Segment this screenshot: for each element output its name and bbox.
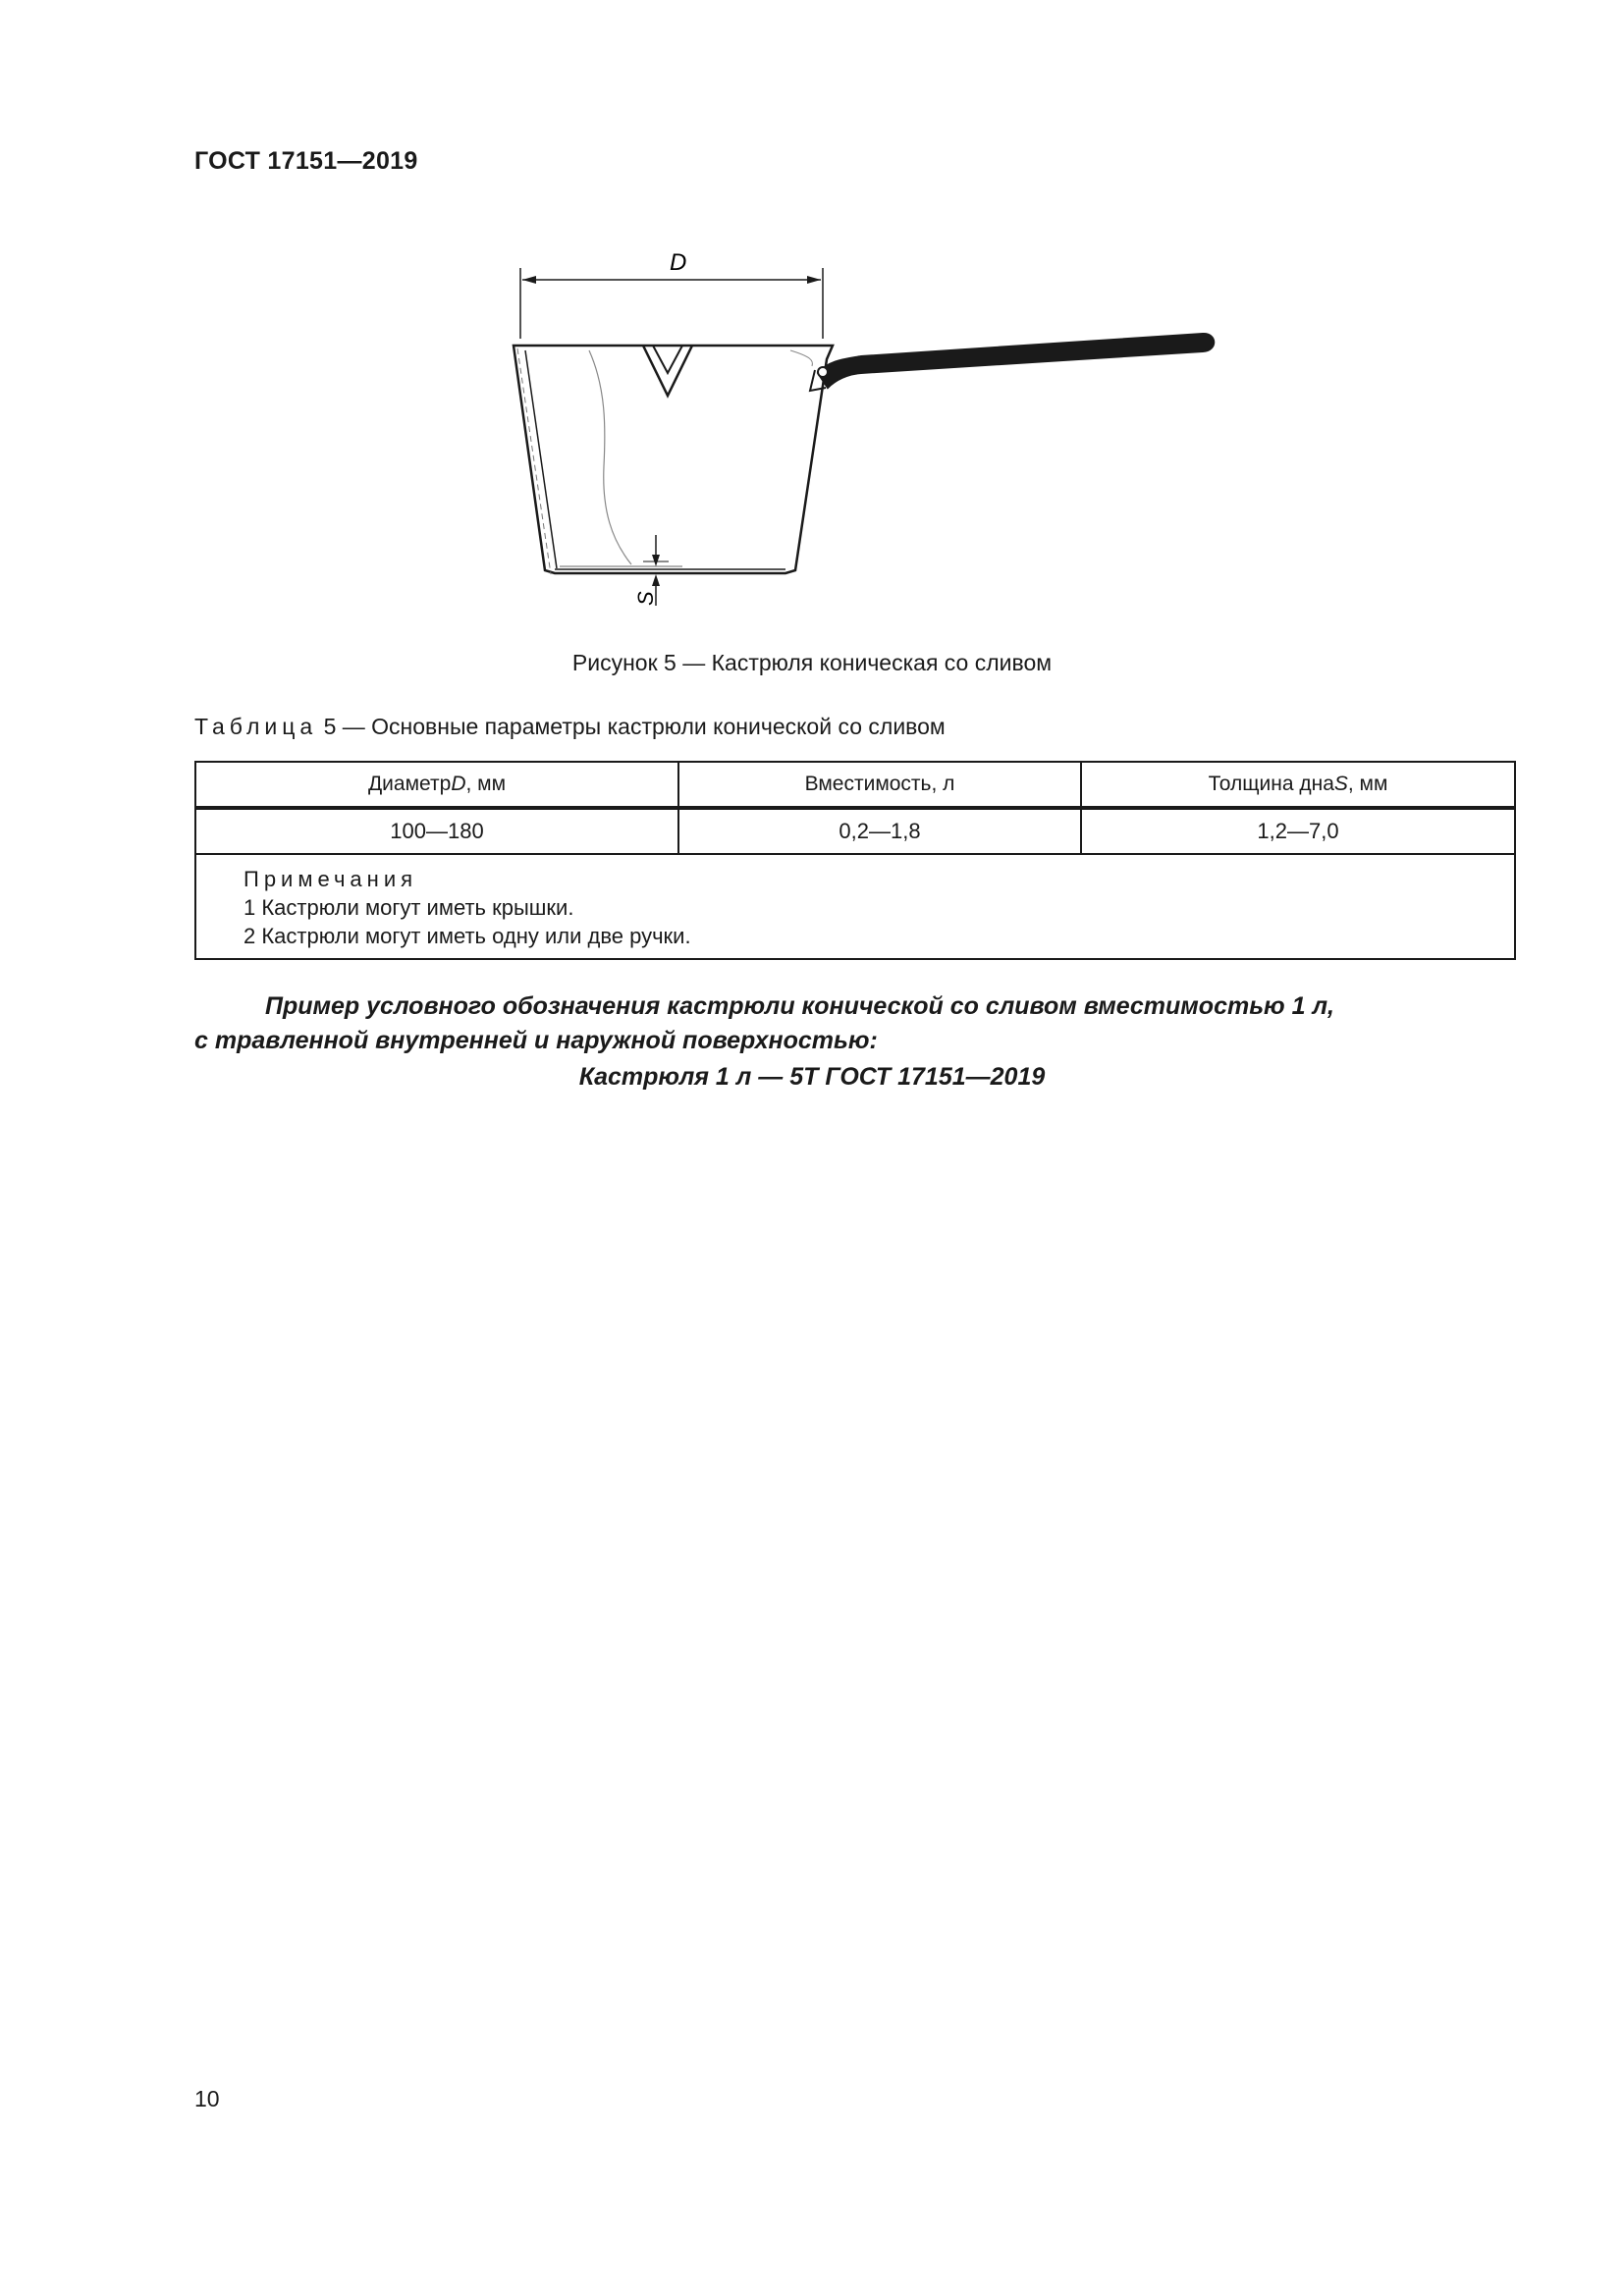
table-header-row	[196, 763, 1514, 806]
dimension-s-label: S	[633, 591, 658, 606]
table-row	[196, 810, 1514, 853]
table-title	[194, 714, 946, 740]
designation-example	[194, 989, 1516, 1058]
document-header: ГОСТ 17151—2019	[194, 147, 418, 175]
cell-bottom-thickness: 1,2—7,0	[1080, 810, 1514, 853]
notes-title: Примечания	[244, 867, 418, 891]
example-line-2: с травленной внутренней и наружной поверхностью:	[194, 1027, 878, 1054]
header-bottom-thickness: Толщина дна S , мм	[1080, 763, 1514, 806]
saucepan-drawing	[496, 240, 1222, 623]
designation-code: Кастрюля 1 л — 5Т ГОСТ 17151—2019	[578, 1063, 1046, 1091]
note-item: 2 Кастрюли могут иметь одну или две ручки.	[244, 924, 691, 948]
table-title-text: 5 — Основные параметры кастрюли конической со сливом	[317, 714, 946, 739]
dimension-d-label: D	[670, 249, 687, 276]
page-number: 10	[194, 2086, 220, 2111]
note-item: 1 Кастрюли могут иметь крышки.	[244, 895, 574, 920]
header-capacity: Вместимость, л	[677, 763, 1080, 806]
header-diameter: Диаметр D , мм	[367, 773, 507, 795]
table-notes	[196, 853, 1514, 958]
figure-caption: Рисунок 5 — Кастрюля коническая со сливом	[571, 650, 1053, 675]
table-title-prefix: Таблица	[194, 714, 318, 739]
cell-diameter: 100—180	[390, 819, 484, 843]
cell-capacity: 0,2—1,8	[677, 810, 1080, 853]
parameters-table	[194, 761, 1516, 960]
example-line-1: Пример условного обозначения кастрюли конической со сливом вместимостью 1 л,	[265, 992, 1334, 1020]
